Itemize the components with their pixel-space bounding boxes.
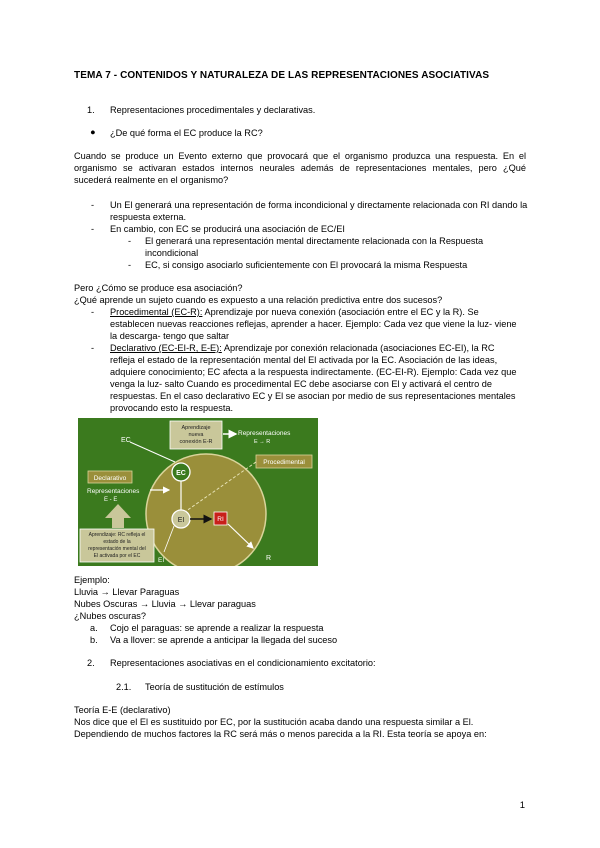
ei-bottom-label: EI <box>158 557 165 564</box>
association-diagram <box>78 418 318 566</box>
intro-paragraph: Cuando se produce un Evento externo que provocará que el organismo produzca una respuesta. En el organismo se activaran estados internos neurales además de representaciones mentales, pero ¿Qué sucederá realmente en el organismo? <box>74 151 526 185</box>
list2-item-1-line2: establecen nuevas reacciones reflejas, aprender a hacer. Ejemplo: Cada vez que viene la luz- viene <box>110 319 517 329</box>
caption-line2: estado de la <box>103 539 131 545</box>
list1-item-2: En cambio, con EC se producirá una asociación de EC/EI <box>110 224 345 234</box>
example-question: ¿Nubes oscuras? <box>74 611 147 621</box>
procedimental-label: Procedimental <box>263 459 305 466</box>
large-circle <box>146 454 266 566</box>
list1-item-1-line2: respuesta externa. <box>110 212 187 222</box>
caption-line1: Aprendizaje: RC refleja el <box>88 532 146 538</box>
term-declarativo: Declarativo (EC-EI-R, E-E): <box>110 343 222 353</box>
r-label: R <box>266 555 272 562</box>
list2-item-1-line3: la descarga- tengo que saltar <box>110 331 230 341</box>
bullet-question: ¿De qué forma el EC produce la RC? <box>110 128 263 138</box>
dash-marker: - <box>91 200 95 210</box>
e-r-label: E → R <box>254 439 271 445</box>
list2-item-2-line1: Declarativo (EC-EI-R, E-E): Aprendizaje por conexión relacionada (asociaciones EC-EI), la RC <box>110 343 495 353</box>
section-2-1-number: 2.1. <box>116 682 132 692</box>
theory-line1: Nos dice que el El es sustituido por EC, por la sustitución acaba dando una respuesta similar a El. <box>74 717 474 727</box>
caption-line3: representación mental del <box>88 546 146 552</box>
example-item-b-marker: b. <box>90 635 98 645</box>
section-1-heading: Representaciones procedimentales y declarativas. <box>110 105 316 115</box>
ec-node-label: EC <box>176 470 186 477</box>
example-item-a: Cojo el paraguas: se aprende a realizar la respuesta <box>110 623 324 633</box>
section-2-heading: Representaciones asociativas en el condicionamiento excitatorio: <box>110 658 376 668</box>
sublist-item-1-line2: incondicional <box>145 248 199 258</box>
ri-node-label: RI <box>217 516 224 523</box>
dash-marker: - <box>91 307 95 317</box>
example-label: Ejemplo: <box>74 575 110 585</box>
example-line2: Nubes Oscuras → Lluvia → Llevar paraguas <box>74 599 256 609</box>
sublist-item-2: EC, si consigo asociarlo suficientemente con El provocará la misma Respuesta <box>145 260 468 270</box>
sublist-item-1-line1: El generará una representación mental directamente relacionada con la Respuesta <box>145 236 484 246</box>
dash-marker: - <box>128 236 132 246</box>
declarativo-label: Declarativo <box>93 475 127 482</box>
ec-top-label: EC <box>121 437 131 444</box>
list2-item-1-line1: Procedimental (EC-R): Aprendizaje por nueva conexión (asociación entre el EC y la R). Se <box>110 307 479 317</box>
dash-marker: - <box>91 343 95 353</box>
aprendizaje-line3: conexión E-R <box>179 439 213 445</box>
term-procedimental: Procedimental (EC-R): <box>110 307 203 317</box>
list2-item-2-line2: refleja el estado de la representación mental del El activada por la EC. Asociación de las ideas, <box>110 355 498 365</box>
aprendizaje-line1: Aprendizaje <box>181 425 211 431</box>
aprendizaje-line2: nueva <box>188 432 204 438</box>
ei-node-label: EI <box>177 517 185 524</box>
theory-line2: Dependiendo de muchos factores la RC será más o menos parecida a la RI. Esta teoría se apoya en: <box>74 729 487 739</box>
list2-item-2-line6: provocando esto la respuesta. <box>110 403 234 413</box>
rep-left-label: Representaciones <box>87 488 140 495</box>
question-1: Pero ¿Cómo se produce esa asociación? <box>74 283 243 293</box>
section-2-number: 2. <box>87 658 95 668</box>
e-e-label: E - E <box>104 497 118 503</box>
dash-marker: - <box>128 260 132 270</box>
theory-label: Teoría E-E (declarativo) <box>74 705 171 715</box>
list1-item-1-line1: Un El generará una representación de forma incondicional y directamente relacionada con RI dando la <box>110 200 528 210</box>
list2-item-2-line5: respuestas. En el caso declarativo EC y El se asocian por medio de sus representaciones mentales <box>110 391 516 401</box>
example-line1: Lluvia → Llevar Paraguas <box>74 587 180 597</box>
section-2-1-heading: Teoría de sustitución de estímulos <box>145 682 284 692</box>
question-2: ¿Qué aprende un sujeto cuando es expuesto a una relación predictiva entre dos sucesos? <box>74 295 443 305</box>
page-title: TEMA 7 - CONTENIDOS Y NATURALEZA DE LAS REPRESENTACIONES ASOCIATIVAS <box>74 70 490 81</box>
example-item-a-marker: a. <box>90 623 98 633</box>
dash-marker: - <box>91 224 95 234</box>
list2-item-2-line3: adquiere conocimiento; EC afecta a la respuesta indirectamente. (EC-EI-R). Ejemplo: Cada vez que <box>110 367 517 377</box>
example-item-b: Va a llover: se aprende a anticipar la llegada del suceso <box>110 635 338 645</box>
rep-top-label: Representaciones <box>238 430 291 437</box>
bullet-dot: ● <box>90 127 96 137</box>
page-number: 1 <box>519 800 525 811</box>
section-1-number: 1. <box>87 105 95 115</box>
caption-line4: El activada por el EC <box>93 553 141 559</box>
list2-item-2-line4: venga la luz- salto Cuando es procedimental EC debe asociarse con El y activará el centro de <box>110 379 493 389</box>
